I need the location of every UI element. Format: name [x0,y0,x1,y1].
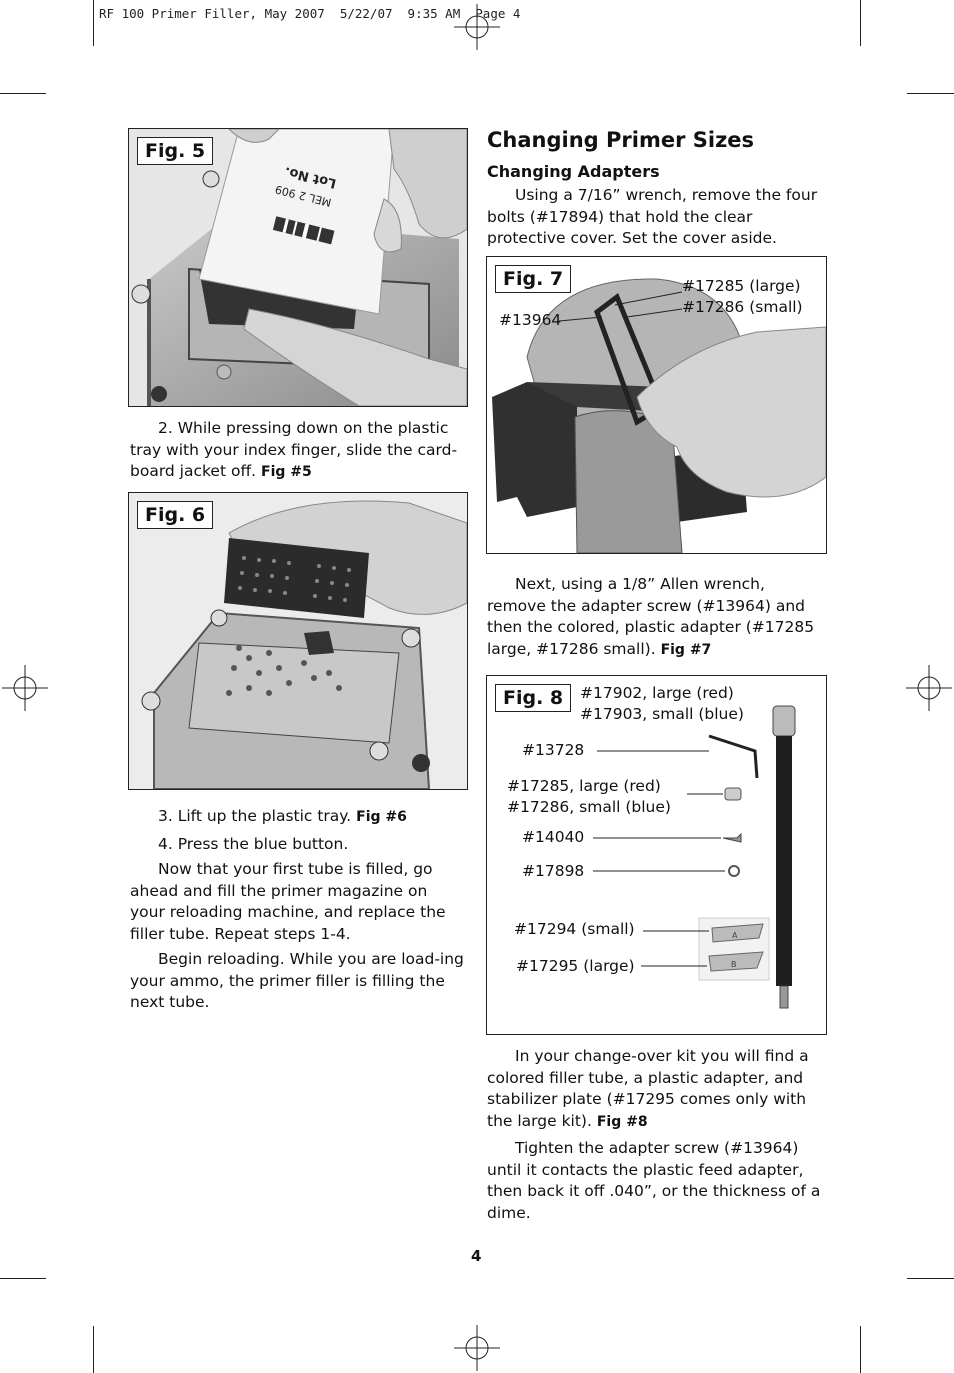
left-column-text [130,806,466,1014]
plate-b-letter: B [731,960,737,969]
crop-mark [907,1278,954,1279]
allen-wrench-paragraph [487,574,822,661]
figure-8-photo [486,675,827,1035]
fig7-callout-small: #17286 (small) [682,298,803,316]
tighten-screw-paragraph: Tighten the adapter screw (#13964) until it contacts the plastic feed adapter, then back it off .040”, or the thickness of a dime. [487,1139,821,1222]
registration-mark-icon [2,665,48,711]
allen-wrench-body: Next, using a 1/8” Allen wrench, remove the adapter screw (#13964) and then the colored, plastic adapter (#17285 large, #17286 small). [487,575,815,658]
reloading-paragraph: Begin reloading. While you are load-ing your ammo, the primer filler is filling the next tube. [130,950,464,1011]
registration-mark-icon [454,4,500,50]
fig8-callout-screw: #14040 [522,828,585,846]
plate-a-letter: A [732,931,738,940]
refill-paragraph: Now that your first tube is filled, go ahead and fill the primer magazine on your reloading machine, and replace the filler tube. Repeat steps 1-4. [130,860,446,943]
wrench-paragraph [487,185,822,250]
print-slug: RF 100 Primer Filler, May 2007 5/22/07 9:35 AM Page 4 [99,6,521,21]
figure-7-photo [486,256,827,554]
crop-mark [907,93,954,94]
crop-mark [93,1326,94,1373]
section-heading: Changing Primer Sizes [487,128,755,152]
figure-6-label: Fig. 6 [137,501,213,529]
crop-mark [860,0,861,46]
fig8-callout-adapter-large: #17285, large (red) [507,777,661,795]
fig7-callout-large: #17285 (large) [682,277,801,295]
fig8-callout-tube-small: #17903, small (blue) [580,705,744,723]
step-3-body: 3. Lift up the plastic tray. [158,807,352,825]
subsection-heading: Changing Adapters [487,162,660,181]
fig8-callout-tube-large: #17902, large (red) [580,684,734,702]
crop-mark [0,1278,46,1279]
figure-7-label: Fig. 7 [495,265,571,293]
crop-mark [93,0,94,46]
step-2-text [130,418,466,484]
registration-mark-icon [906,665,952,711]
fig8-callout-washer: #17898 [522,862,585,880]
registration-mark-icon [454,1325,500,1371]
step-2-body: 2. While pressing down on the plastic tray with your index finger, slide the card-board jacket off. [130,419,458,480]
box-lot-number: MEL 2 909 [273,182,333,209]
fig8-callout-plate-large: #17295 (large) [516,957,635,975]
allen-wrench-fig-ref: Fig #7 [660,641,712,658]
crop-mark [0,93,46,94]
fig8-callout-adapter-small: #17286, small (blue) [507,798,671,816]
step-4-text: 4. Press the blue button. [158,834,349,853]
fig8-callout-wrench: #13728 [522,741,585,759]
box-lot-text: Lot No. [283,163,338,191]
page-number: 4 [471,1247,482,1265]
fig8-callout-plate-small: #17294 (small) [514,920,635,938]
right-column-bottom-text [487,1046,822,1224]
figure-5-label: Fig. 5 [137,137,213,165]
wrench-paragraph-body: Using a 7/16” wrench, remove the four bolts (#17894) that hold the clear protective cover. Set the cover aside. [487,186,818,247]
figure-8-label: Fig. 8 [495,684,571,712]
figure-5-photo [128,128,468,407]
figure-6-photo [128,492,468,790]
change-over-kit-body: In your change-over kit you will find a colored filler tube, a plastic adapter, and stabilizer plate (#17295 comes only with the large kit). [487,1047,809,1130]
fig7-callout-screw: #13964 [499,311,562,329]
crop-mark [860,1326,861,1373]
step-3-fig-ref: Fig #6 [356,809,407,825]
change-over-kit-fig-ref: Fig #8 [596,1113,648,1130]
step-2-fig-ref: Fig #5 [261,464,312,480]
